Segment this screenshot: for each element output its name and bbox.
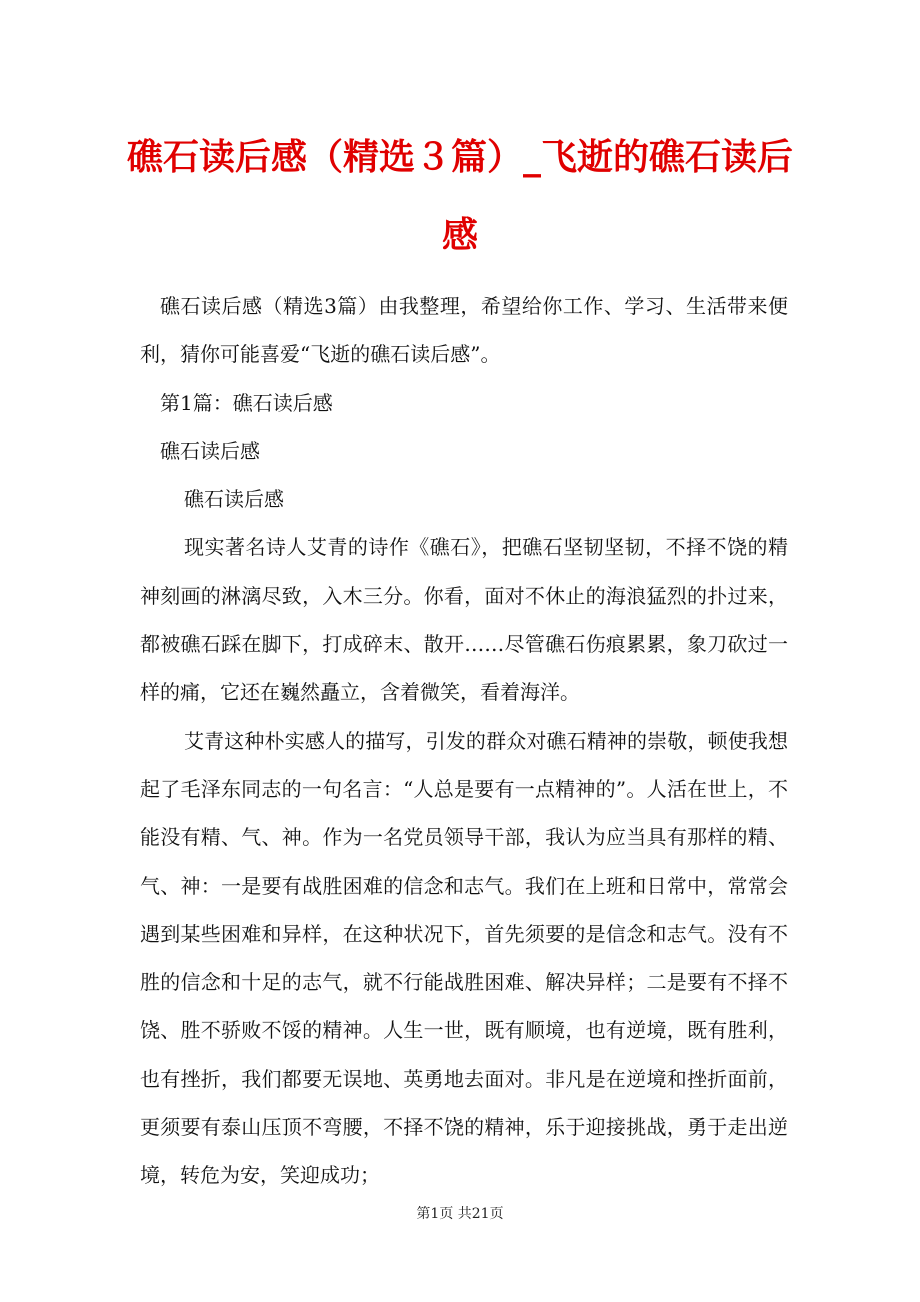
document-title: 礁石读后感（精选３篇）_飞逝的礁石读后感 <box>126 136 793 256</box>
body-paragraph: 现实著名诗人艾青的诗作《礁石》，把礁石坚韧坚韧，不择不饶的精神刻画的淋漓尽致，入木三分。你看，面对不休止的海浪猛烈的扑过来，都被礁石踩在脚下，打成碎末、散开……尽管礁石伤痕累累，象刀砍过一样的痛，它还在巍然矗立，含着微笑，看着海洋。 <box>140 535 788 705</box>
document-body <box>140 282 788 1200</box>
article-title: 礁石读后感 <box>184 487 284 512</box>
body-paragraph: 艾青这种朴实感人的描写，引发的群众对礁石精神的崇敬，顿使我想起了毛泽东同志的一句名言：“人总是要有一点精神的”。人活在世上，不能没有精、气、神。作为一名党员领导干部，我认为应当具有那样的精、气、神：一是要有战胜困难的信念和志气。我们在上班和日常中，常常会遇到某些困难和异样，在这种状况下，首先须要的是信念和志气。没有不胜的信念和十足的志气，就不行能战胜困难、解决异样；二是要有不择不饶、胜不骄败不馁的精神。人生一世，既有顺境，也有逆境，既有胜利，也有挫折，我们都要无误地、英勇地去面对。非凡是在逆境和挫折面前，更须要有泰山压顶不弯腰，不择不饶的精神，乐于迎接挑战，勇于走出逆境，转危为安，笑迎成功； <box>140 728 788 1188</box>
intro-paragraph: 礁石读后感（精选3篇）由我整理，希望给你工作、学习、生活带来便利，猜你可能喜爱“飞逝的礁石读后感”。 <box>140 294 788 367</box>
subheading: 礁石读后感 <box>160 438 260 463</box>
section-heading: 第1篇：礁石读后感 <box>160 390 333 415</box>
page-number: 第1页 共21页 <box>416 1206 504 1222</box>
